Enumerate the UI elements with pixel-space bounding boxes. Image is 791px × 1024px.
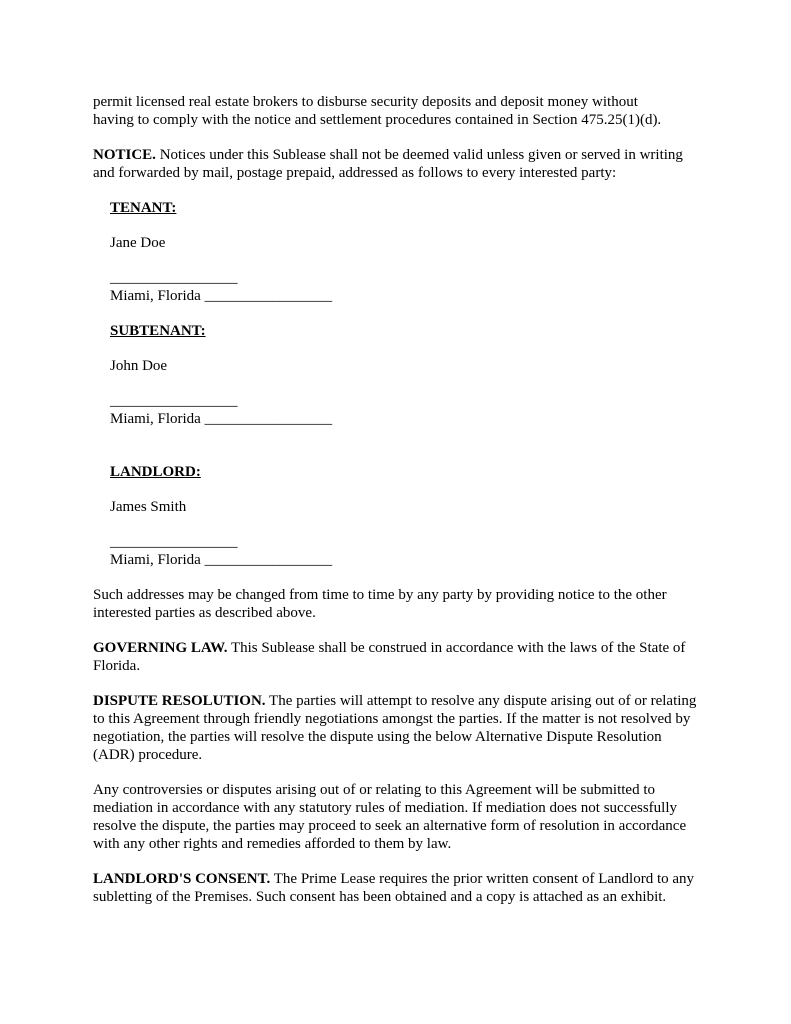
tenant-address-city-line: Miami, Florida _________________: [110, 288, 333, 304]
governing-law-paragraph: [93, 639, 703, 675]
landlord-name: James Smith: [110, 499, 187, 515]
subtenant-address: [110, 392, 703, 428]
intro-line-2: having to comply with the notice and settlement procedures contained in Section 475.25(1)(d).: [93, 112, 662, 128]
tenant-address: [110, 269, 703, 305]
subtenant-address-block: [93, 322, 703, 463]
governing-law-text: This Sublease shall be construed in accordance with the laws of the State of Florida.: [93, 640, 686, 674]
intro-line-1: permit licensed real estate brokers to disburse security deposits and deposit money without: [93, 94, 638, 110]
document-page: [93, 93, 703, 923]
tenant-address-blank-line: _________________: [110, 270, 238, 286]
dispute-resolution-paragraph: [93, 692, 703, 764]
subtenant-heading: SUBTENANT:: [110, 323, 206, 339]
spacer: [110, 445, 703, 463]
landlord-consent-label: LANDLORD'S CONSENT.: [93, 871, 271, 887]
landlord-address-city-line: Miami, Florida _________________: [110, 552, 333, 568]
dispute-resolution-label: DISPUTE RESOLUTION.: [93, 693, 266, 709]
tenant-heading: TENANT:: [110, 200, 177, 216]
subtenant-address-blank-line: _________________: [110, 393, 238, 409]
tenant-name: Jane Doe: [110, 235, 166, 251]
landlord-consent-paragraph: [93, 870, 703, 906]
notice-paragraph: [93, 146, 703, 182]
intro-paragraph: [93, 93, 703, 129]
landlord-address-blank-line: _________________: [110, 534, 238, 550]
subtenant-address-city-line: Miami, Florida _________________: [110, 411, 333, 427]
dispute-resolution-text: The parties will attempt to resolve any dispute arising out of or relating to this Agreement through friendly negotiations amongst the parties. If the matter is not resolved by negotiation, the parties will resolve the dispute using the below Alternative Dispute Resolution (ADR) procedure.: [93, 693, 697, 763]
governing-law-label: GOVERNING LAW.: [93, 640, 228, 656]
controversies-paragraph: Any controversies or disputes arising out of or relating to this Agreement will be submitted to mediation in accordance with any statutory rules of mediation. If mediation does not successfully resolve the dispute, the parties may proceed to seek an alternative form of resolution in accordance with any other rights and remedies afforded to them by law.: [93, 782, 687, 852]
notice-label: NOTICE.: [93, 147, 156, 163]
address-change-paragraph: Such addresses may be changed from time to time by any party by providing notice to the other interested parties as described above.: [93, 587, 667, 621]
landlord-heading: LANDLORD:: [110, 464, 201, 480]
tenant-address-block: [93, 199, 703, 305]
subtenant-name: John Doe: [110, 358, 168, 374]
landlord-consent-text: The Prime Lease requires the prior written consent of Landlord to any subletting of the Premises. Such consent has been obtained and a copy is attached as an exhibit.: [93, 871, 695, 905]
landlord-address-block: [93, 463, 703, 569]
landlord-address: [110, 533, 703, 569]
notice-text: Notices under this Sublease shall not be deemed valid unless given or served in writing and forwarded by mail, postage prepaid, addressed as follows to every interested party:: [93, 147, 683, 181]
